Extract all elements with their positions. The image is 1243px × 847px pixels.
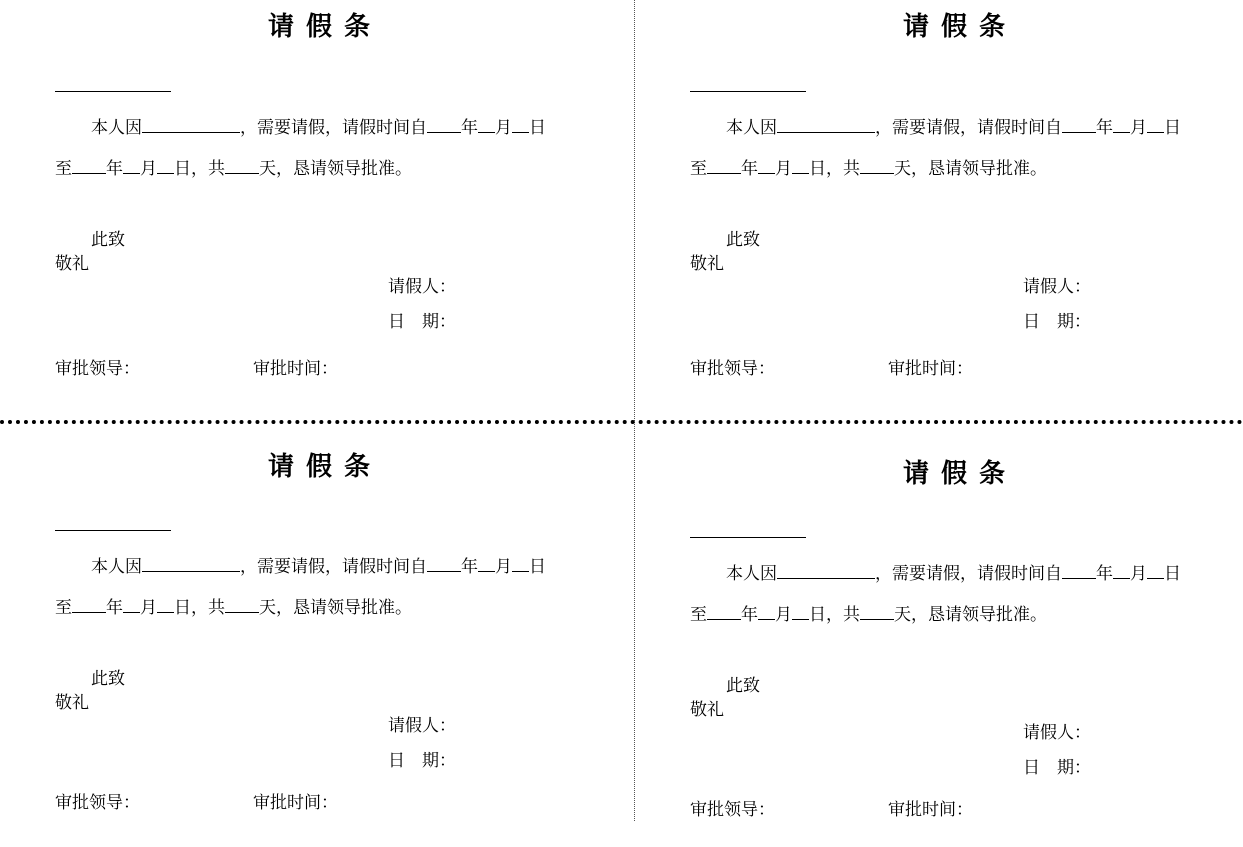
end-year-blank[interactable] — [72, 158, 106, 174]
reason-suffix: ，需要请假，请假时间自 — [875, 564, 1062, 584]
period-line — [55, 593, 412, 618]
applicant-label: 请假人： — [1023, 277, 1091, 297]
total-suffix: 天，恳请领导批准。 — [259, 598, 412, 618]
year-text: 年 — [741, 605, 758, 625]
start-day-blank[interactable] — [512, 556, 529, 572]
day-text: 日 — [174, 598, 191, 618]
end-day-blank[interactable] — [792, 158, 809, 174]
start-year-blank[interactable] — [1062, 117, 1096, 133]
title-char: 请 — [267, 12, 306, 42]
days-blank[interactable] — [225, 158, 259, 174]
reason-prefix: 本人因 — [91, 118, 142, 138]
title-char: 条 — [344, 12, 383, 42]
reason-suffix: ，需要请假，请假时间自 — [240, 557, 427, 577]
salutation-1: 此致 — [726, 676, 760, 696]
period-line — [55, 154, 412, 179]
salutation-1: 此致 — [91, 669, 125, 689]
start-month-blank[interactable] — [478, 556, 495, 572]
title-char: 假 — [305, 12, 344, 42]
approval-time-label: 审批时间： — [253, 359, 338, 379]
month-text: 月 — [1130, 564, 1147, 584]
reason-blank[interactable] — [777, 563, 875, 579]
leave-slip-top-right — [690, 0, 1243, 400]
name-blank[interactable] — [55, 530, 171, 531]
leave-slip-bottom-left — [55, 440, 615, 840]
to-text: 至 — [55, 159, 72, 179]
salutation-2: 敬礼 — [55, 693, 89, 713]
approval-time-label: 审批时间： — [888, 359, 973, 379]
to-text: 至 — [55, 598, 72, 618]
title-char: 条 — [344, 452, 383, 482]
reason-suffix: ，需要请假，请假时间自 — [875, 118, 1062, 138]
salutation-2: 敬礼 — [690, 254, 724, 274]
start-day-blank[interactable] — [1147, 117, 1164, 133]
date-label: 日 期： — [1023, 758, 1091, 778]
form-title — [55, 6, 595, 43]
end-month-blank[interactable] — [758, 158, 775, 174]
year-text: 年 — [461, 557, 478, 577]
approver-label: 审批领导： — [690, 359, 775, 379]
day-text: 日 — [809, 605, 826, 625]
title-char: 假 — [305, 452, 344, 482]
day-text: 日 — [174, 159, 191, 179]
reason-prefix: 本人因 — [91, 557, 142, 577]
date-label: 日 期： — [388, 751, 456, 771]
year-text: 年 — [741, 159, 758, 179]
form-title — [690, 6, 1230, 43]
form-title — [690, 453, 1230, 490]
day-text: 日 — [809, 159, 826, 179]
days-blank[interactable] — [225, 597, 259, 613]
leave-slip-bottom-right — [690, 447, 1243, 847]
reason-prefix: 本人因 — [726, 564, 777, 584]
year-text: 年 — [106, 598, 123, 618]
title-char: 条 — [979, 12, 1018, 42]
day-text: 日 — [1164, 118, 1181, 138]
end-year-blank[interactable] — [707, 604, 741, 620]
name-blank[interactable] — [690, 537, 806, 538]
title-char: 条 — [979, 459, 1018, 489]
day-text: 日 — [1164, 564, 1181, 584]
approval-time-label: 审批时间： — [253, 793, 338, 813]
days-blank[interactable] — [860, 604, 894, 620]
month-text: 月 — [775, 159, 792, 179]
period-line — [690, 154, 1047, 179]
end-year-blank[interactable] — [72, 597, 106, 613]
approver-label: 审批领导： — [690, 800, 775, 820]
day-text: 日 — [529, 557, 546, 577]
title-char: 假 — [940, 459, 979, 489]
year-text: 年 — [106, 159, 123, 179]
month-text: 月 — [495, 557, 512, 577]
salutation-1: 此致 — [91, 230, 125, 250]
reason-suffix: ，需要请假，请假时间自 — [240, 118, 427, 138]
start-month-blank[interactable] — [1113, 563, 1130, 579]
period-line — [690, 600, 1047, 625]
total-suffix: 天，恳请领导批准。 — [894, 159, 1047, 179]
salutation-2: 敬礼 — [55, 254, 89, 274]
to-text: 至 — [690, 605, 707, 625]
total-prefix: ，共 — [191, 598, 225, 618]
total-suffix: 天，恳请领导批准。 — [894, 605, 1047, 625]
month-text: 月 — [775, 605, 792, 625]
month-text: 月 — [495, 118, 512, 138]
total-prefix: ，共 — [826, 605, 860, 625]
month-text: 月 — [140, 159, 157, 179]
year-text: 年 — [1096, 564, 1113, 584]
start-year-blank[interactable] — [427, 117, 461, 133]
approver-label: 审批领导： — [55, 793, 140, 813]
applicant-label: 请假人： — [388, 716, 456, 736]
reason-blank[interactable] — [142, 117, 240, 133]
reason-prefix: 本人因 — [726, 118, 777, 138]
name-blank[interactable] — [55, 91, 171, 92]
date-label: 日 期： — [388, 312, 456, 332]
end-day-blank[interactable] — [157, 597, 174, 613]
title-char: 假 — [940, 12, 979, 42]
day-text: 日 — [529, 118, 546, 138]
month-text: 月 — [1130, 118, 1147, 138]
reason-line — [55, 113, 546, 138]
horizontal-cut-line — [0, 420, 1243, 424]
total-prefix: ，共 — [826, 159, 860, 179]
start-day-blank[interactable] — [512, 117, 529, 133]
start-year-blank[interactable] — [427, 556, 461, 572]
year-text: 年 — [461, 118, 478, 138]
name-blank[interactable] — [690, 91, 806, 92]
salutation-1: 此致 — [726, 230, 760, 250]
approval-time-label: 审批时间： — [888, 800, 973, 820]
end-month-blank[interactable] — [758, 604, 775, 620]
end-month-blank[interactable] — [123, 597, 140, 613]
title-char: 请 — [902, 12, 941, 42]
end-day-blank[interactable] — [792, 604, 809, 620]
vertical-cut-line — [634, 0, 635, 821]
reason-blank[interactable] — [777, 117, 875, 133]
month-text: 月 — [140, 598, 157, 618]
start-month-blank[interactable] — [478, 117, 495, 133]
title-char: 请 — [267, 452, 306, 482]
end-year-blank[interactable] — [707, 158, 741, 174]
start-day-blank[interactable] — [1147, 563, 1164, 579]
applicant-label: 请假人： — [388, 277, 456, 297]
form-title — [55, 446, 595, 483]
reason-blank[interactable] — [142, 556, 240, 572]
year-text: 年 — [1096, 118, 1113, 138]
reason-line — [690, 559, 1181, 584]
approver-label: 审批领导： — [55, 359, 140, 379]
salutation-2: 敬礼 — [690, 700, 724, 720]
end-month-blank[interactable] — [123, 158, 140, 174]
date-label: 日 期： — [1023, 312, 1091, 332]
reason-line — [55, 552, 546, 577]
to-text: 至 — [690, 159, 707, 179]
days-blank[interactable] — [860, 158, 894, 174]
title-char: 请 — [902, 459, 941, 489]
applicant-label: 请假人： — [1023, 723, 1091, 743]
start-year-blank[interactable] — [1062, 563, 1096, 579]
reason-line — [690, 113, 1181, 138]
total-prefix: ，共 — [191, 159, 225, 179]
end-day-blank[interactable] — [157, 158, 174, 174]
start-month-blank[interactable] — [1113, 117, 1130, 133]
total-suffix: 天，恳请领导批准。 — [259, 159, 412, 179]
leave-slip-top-left — [55, 0, 615, 400]
